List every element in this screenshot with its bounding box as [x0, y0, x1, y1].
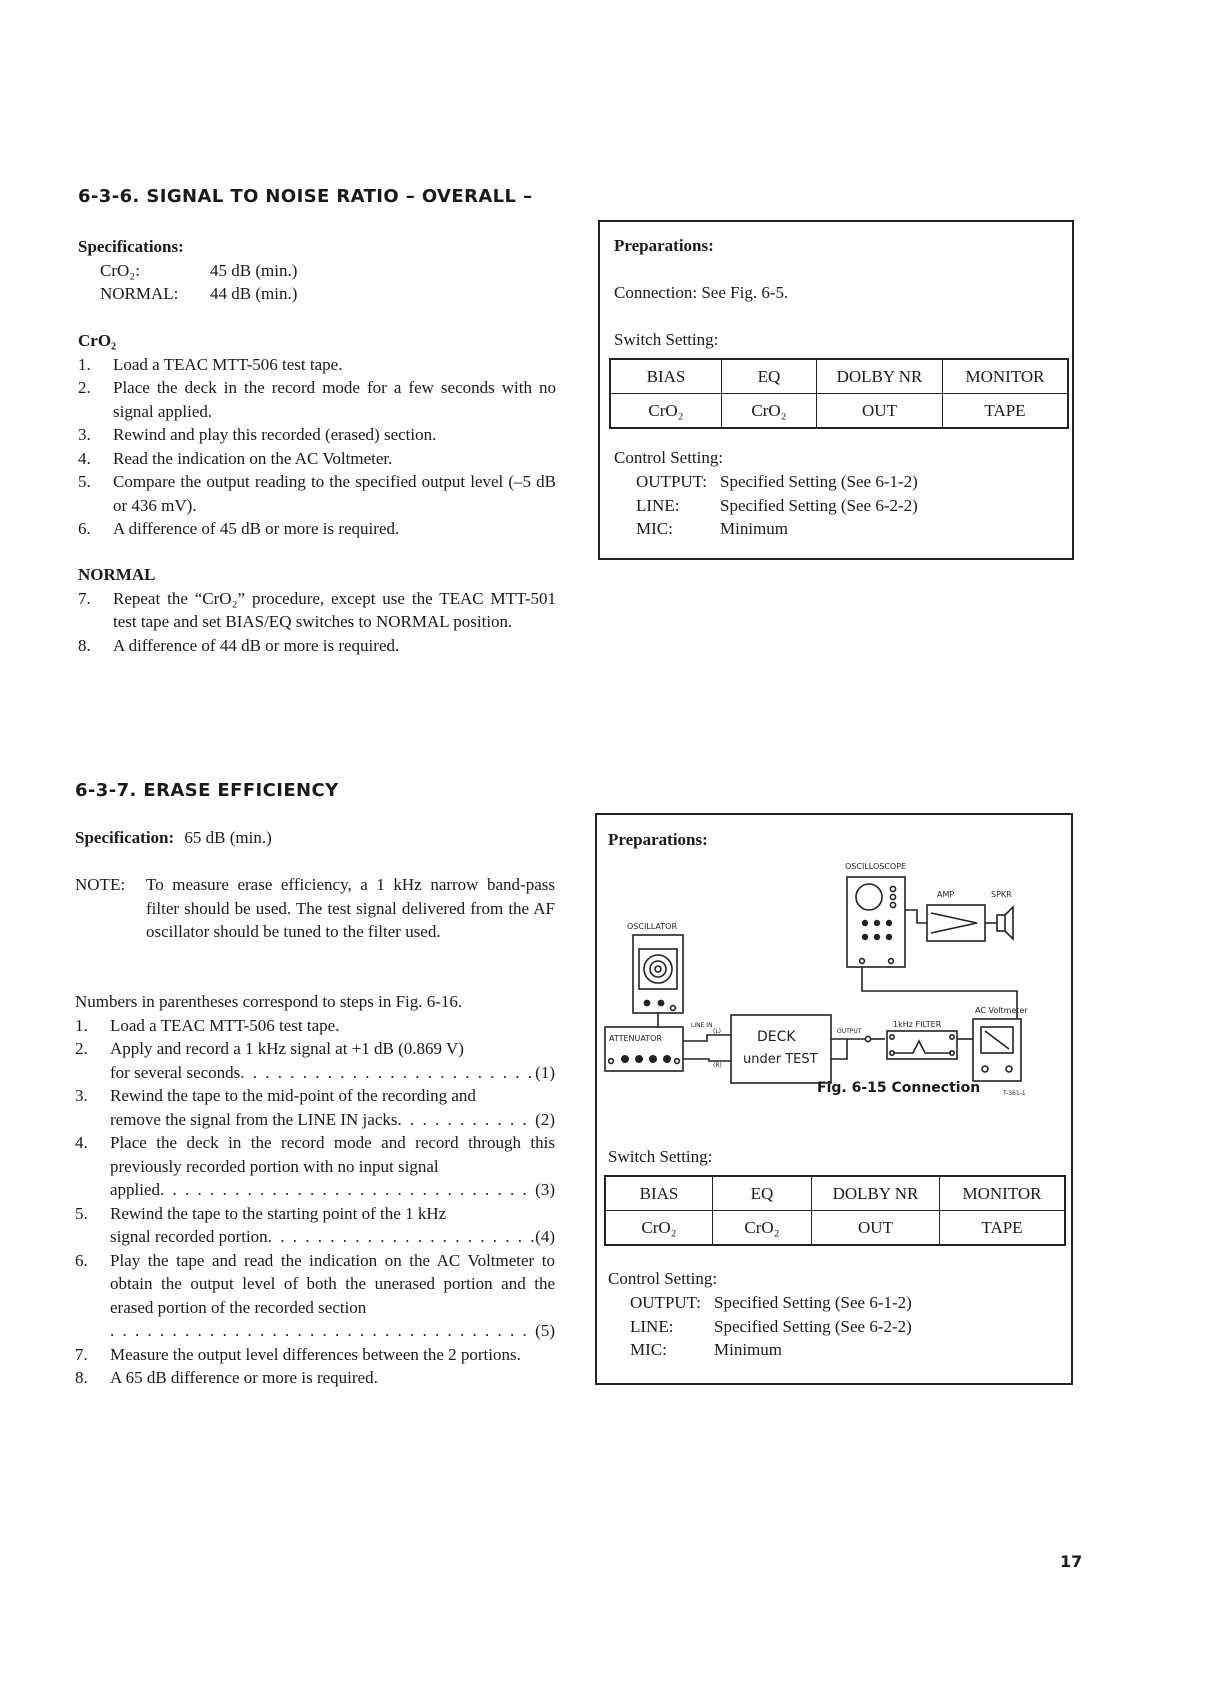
amp-label: AMP [937, 890, 955, 899]
preparations-title: Preparations: [608, 830, 708, 849]
switch-header: DOLBY NR [812, 1176, 940, 1211]
switch-setting-table [609, 358, 1069, 429]
note-text: To measure erase efficiency, a 1 kHz narrow band-pass filter should be used. The test signal delivered from the AF oscillator should be tuned to the filter used. [146, 875, 555, 941]
control-label: OUTPUT: [636, 472, 707, 491]
list-item: 5. Rewind the tape to the starting point of the 1 kHz signal recorded portion . . . (4) [75, 1202, 555, 1249]
erase-note [75, 873, 555, 944]
r-label: (R) [713, 1062, 722, 1069]
list-item: 6. Play the tape and read the indication on the AC Voltmeter to obtain the output level of both the unerased portion and the erased portion of the recorded section . . . (5) [75, 1249, 555, 1343]
filter-box [887, 1031, 957, 1059]
note-label: NOTE: [75, 875, 126, 894]
control-setting-list [614, 470, 1054, 541]
deck-sublabel: under TEST [743, 1052, 818, 1067]
spec-label: NORMAL: [100, 284, 179, 303]
output-label: OUTPUT [837, 1028, 862, 1035]
list-item: 3. Rewind and play this recorded (erased) section. [78, 425, 437, 444]
switch-header: DOLBY NR [817, 359, 943, 394]
spec-label: CrO₂: [100, 260, 140, 280]
switch-setting-title: Switch Setting: [614, 330, 719, 349]
switch-value: CrO₂ [722, 394, 817, 429]
speaker-label: SPKR [991, 890, 1012, 899]
control-setting-title: Control Setting: [608, 1269, 718, 1288]
deck-box [731, 1015, 831, 1083]
switch-value: OUT [817, 394, 943, 429]
switch-header: EQ [722, 359, 817, 394]
switch-value: TAPE [940, 1211, 1066, 1246]
switch-header: BIAS [610, 359, 722, 394]
connection-note: Connection: See Fig. 6-5. [614, 283, 789, 302]
list-item: 8. A 65 dB difference or more is required. [75, 1368, 378, 1387]
section-heading-snr: 6-3-6. SIGNAL TO NOISE RATIO – OVERALL – [78, 186, 533, 207]
list-item: 8. A difference of 44 dB or more is required. [78, 635, 400, 655]
spec-label: Specification: [75, 828, 175, 847]
switch-header: BIAS [605, 1176, 713, 1211]
control-value: Minimum [720, 519, 789, 538]
control-label: LINE: [636, 495, 680, 515]
control-value: Specified Setting (See 6-1-2) [714, 1293, 912, 1312]
list-item: 4. Read the indication on the AC Voltmeter. [78, 448, 393, 468]
connection-diagram [597, 855, 1071, 1095]
erase-procedure [75, 990, 555, 1390]
control-label: OUTPUT: [630, 1293, 701, 1312]
normal-title: NORMAL [78, 565, 156, 584]
control-value: Specified Setting (See 6-2-2) [720, 495, 918, 515]
deck-label: DECK [757, 1029, 796, 1045]
oscillator-box [633, 935, 683, 1013]
ac-voltmeter-label: AC Voltmeter [975, 1006, 1028, 1015]
list-item: 1. Load a TEAC MTT-506 test tape. [78, 354, 343, 374]
attenuator-label: ATTENUATOR [609, 1034, 662, 1043]
page-number: 17 [1060, 1552, 1083, 1571]
filter-label: 1kHz FILTER [893, 1020, 942, 1029]
snr-cro2-procedure [78, 329, 556, 541]
switch-header: EQ [713, 1176, 812, 1211]
spec-title: Specifications: [78, 237, 184, 256]
section-heading-erase: 6-3-7. ERASE EFFICIENCY [75, 780, 339, 801]
spec-value: 45 dB (min.) [210, 260, 298, 280]
switch-value: CrO₂ [610, 394, 722, 429]
list-item: 7. Measure the output level differences between the 2 portions. [75, 1344, 521, 1364]
spec-value: 65 dB (min.) [184, 828, 272, 847]
control-label: MIC: [630, 1340, 667, 1359]
cro2-title: CrO₂ [78, 331, 117, 350]
preparations-title: Preparations: [614, 236, 714, 255]
line-in-label: LINE IN [691, 1022, 713, 1029]
list-item: 7. Repeat the “CrO₂” procedure, except use the TEAC MTT-501 test tape and set BIAS/EQ switches to NORMAL position. [78, 588, 556, 631]
control-label: LINE: [630, 1316, 674, 1336]
list-item: 2. Place the deck in the record mode for a few seconds with no signal applied. [78, 378, 556, 421]
procedure-intro: Numbers in parentheses correspond to steps in Fig. 6-16. [75, 992, 463, 1011]
list-item: 6. A difference of 45 dB or more is required. [78, 519, 400, 538]
switch-header: MONITOR [940, 1176, 1066, 1211]
control-value: Specified Setting (See 6-1-2) [720, 472, 918, 491]
l-label: (L) [713, 1028, 722, 1035]
control-label: MIC: [636, 519, 673, 538]
switch-value: CrO₂ [713, 1211, 812, 1246]
list-item: 4. Place the deck in the record mode and record through this previously recorded portion with no input signal applied . . . (3) [75, 1131, 555, 1202]
figure-code: T-361-1 [1003, 1090, 1026, 1095]
control-value: Specified Setting (See 6-2-2) [714, 1316, 912, 1336]
snr-normal-procedure [78, 563, 556, 657]
switch-value: TAPE [943, 394, 1069, 429]
list-item: 5. Compare the output reading to the specified output level (–5 dB or 436 mV). [78, 472, 556, 515]
preparations-box-snr [598, 220, 1074, 560]
list-item: 2. Apply and record a 1 kHz signal at +1 dB (0.869 V) for several seconds . . . (1) [75, 1037, 555, 1084]
spec-value: 44 dB (min.) [210, 284, 298, 303]
control-setting-list [608, 1291, 1048, 1362]
switch-setting-title: Switch Setting: [608, 1147, 713, 1166]
list-item: 3. Rewind the tape to the mid-point of the recording and remove the signal from the LINE IN jacks . . . (2) [75, 1084, 555, 1131]
switch-header: MONITOR [943, 359, 1069, 394]
figure-caption: Fig. 6-15 Connection [817, 1080, 981, 1096]
oscilloscope-label: OSCILLOSCOPE [845, 862, 907, 871]
control-value: Minimum [714, 1340, 783, 1359]
control-setting-title: Control Setting: [614, 448, 724, 467]
switch-setting-table [604, 1175, 1066, 1246]
oscillator-label: OSCILLATOR [627, 922, 678, 931]
erase-specification [75, 826, 272, 850]
preparations-box-erase [595, 813, 1073, 1385]
switch-value: CrO₂ [605, 1211, 713, 1246]
snr-specifications [78, 235, 558, 306]
switch-value: OUT [812, 1211, 940, 1246]
list-item: 1. Load a TEAC MTT-506 test tape. [75, 1015, 340, 1035]
